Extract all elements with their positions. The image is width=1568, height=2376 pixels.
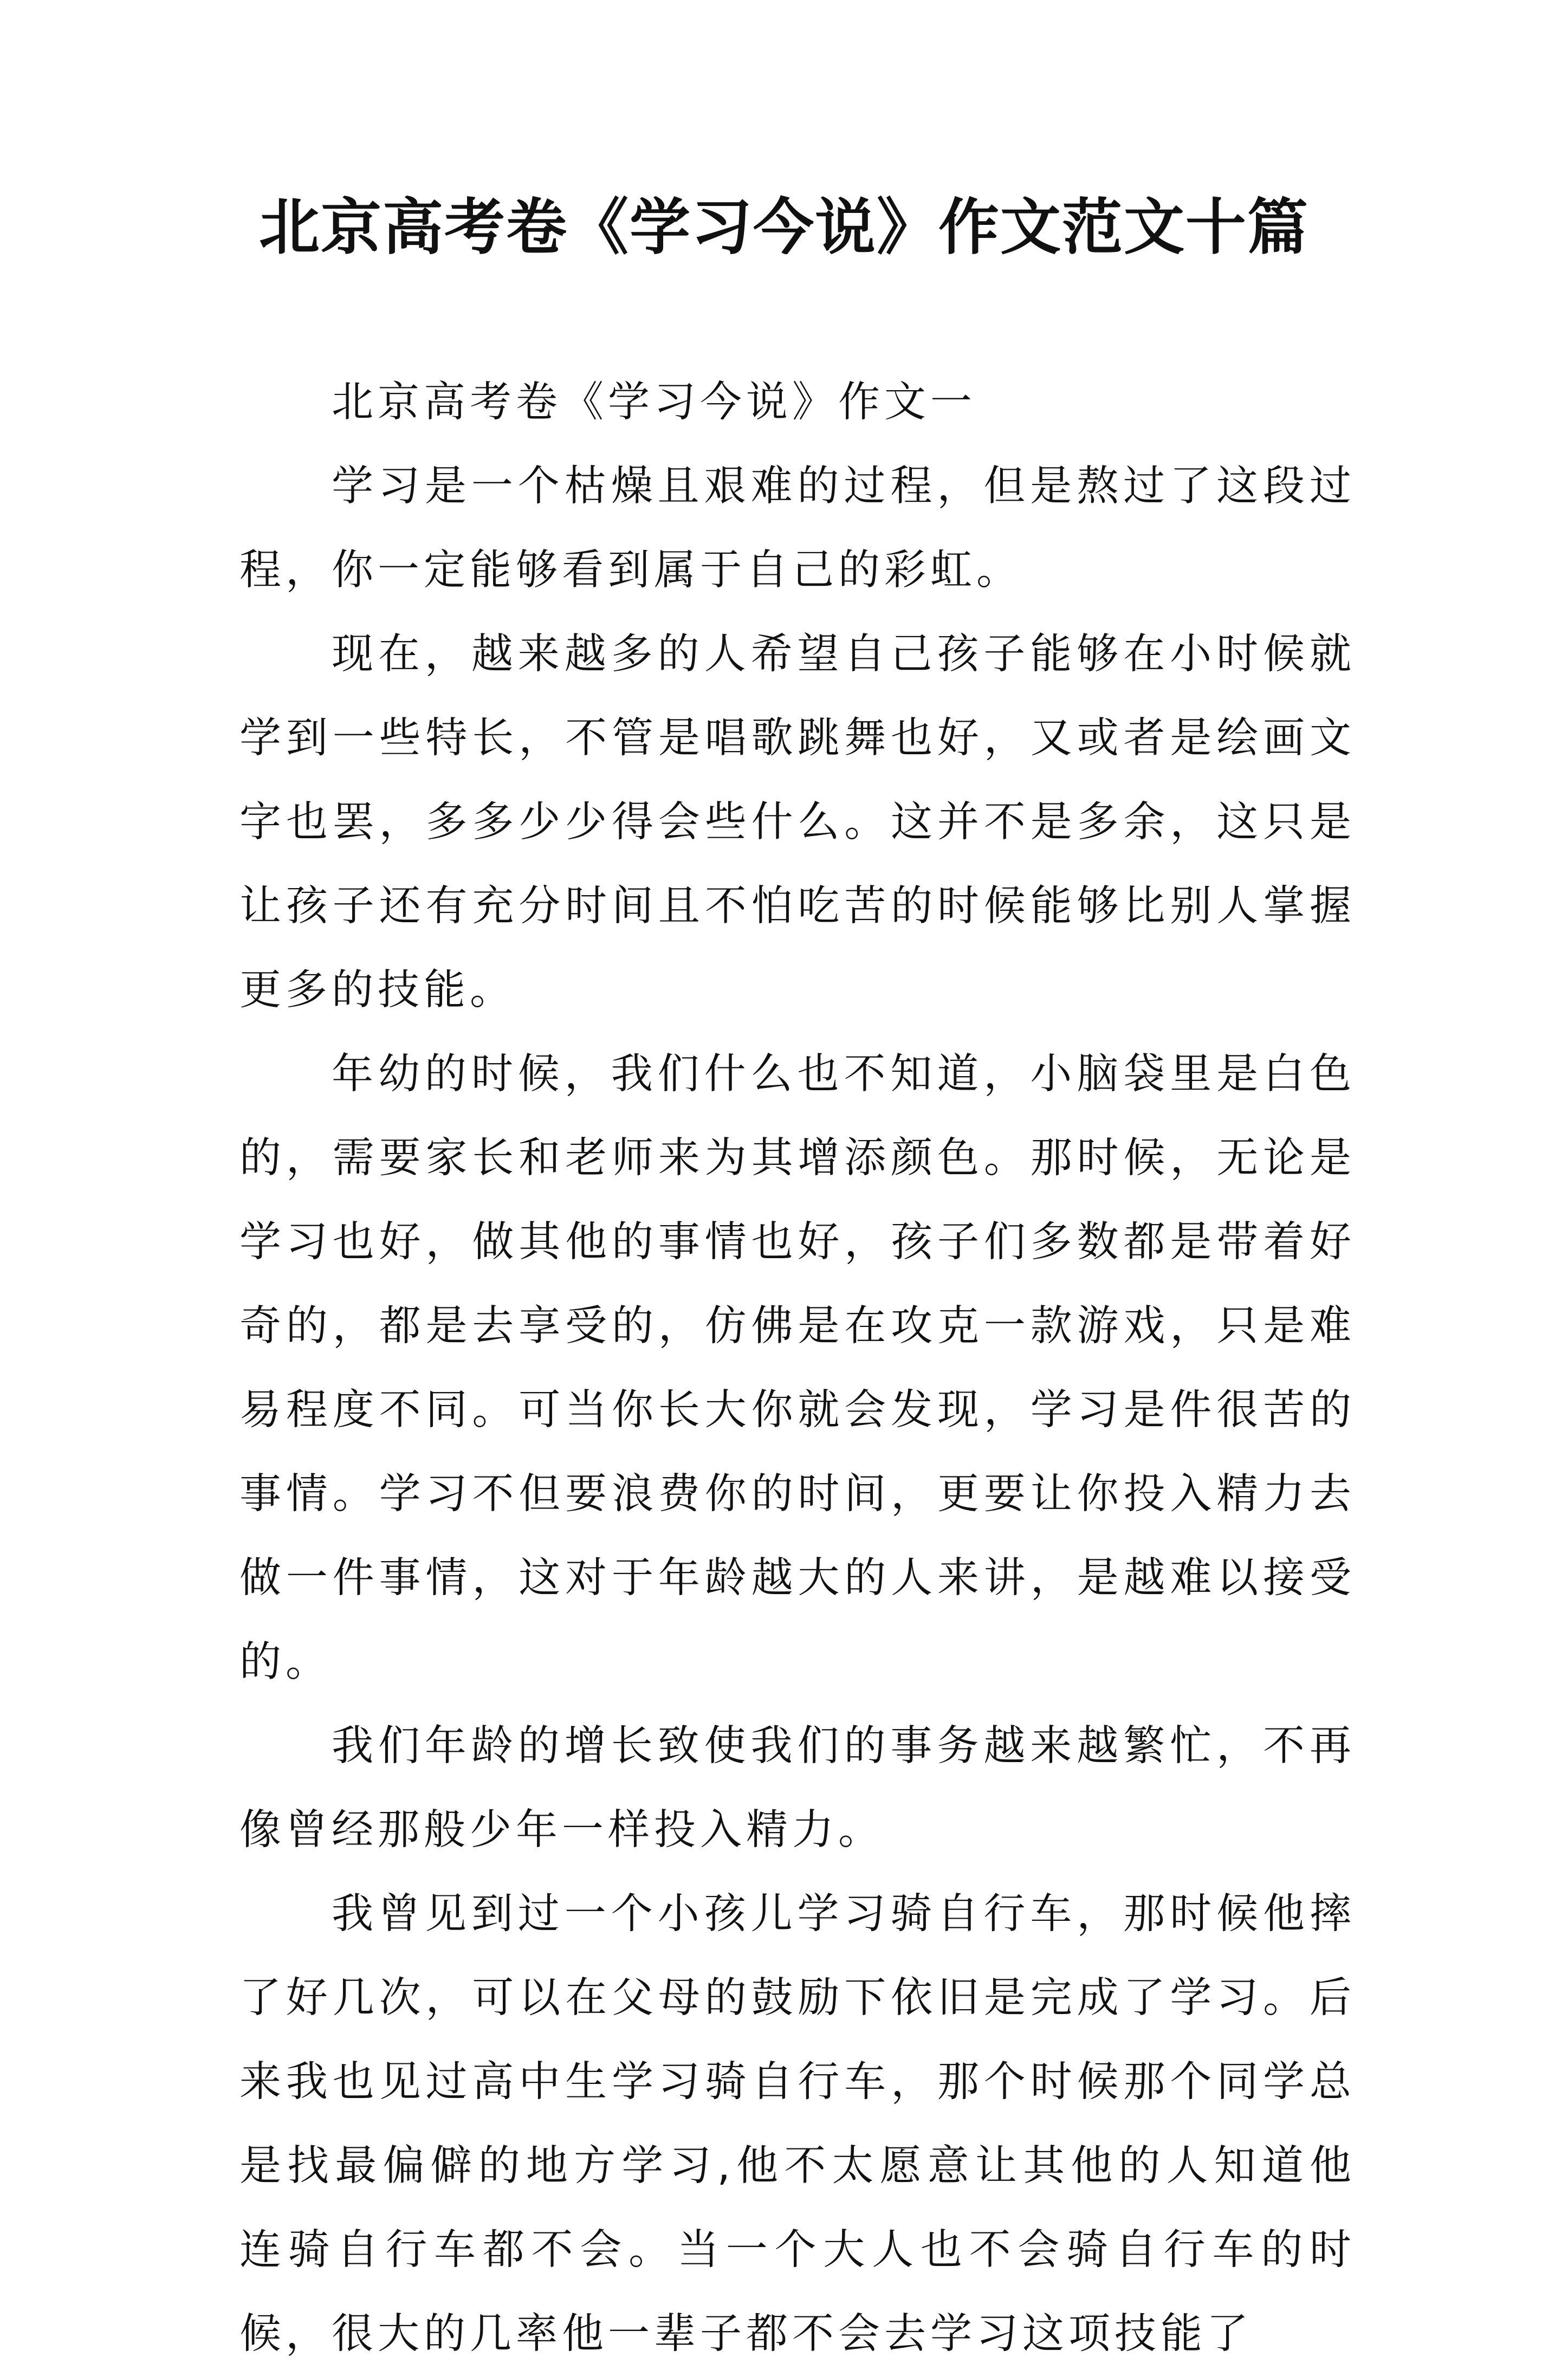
paragraph-3: 年幼的时候，我们什么也不知道，小脑袋里是白色的，需要家长和老师来为其增添颜色。那时候，无论是学习也好，做其他的事情也好，孩子们多数都是带着好奇的，都是去享受的，仿佛是在攻克一款游戏，只是难易程度不同。可当你长大你就会发现，学习是件很苦的事情。学习不但要浪费你的时间，更要让你投入精力去做一件事情，这对于年龄越大的人来讲，是越难以接受的。 [239, 1050, 1356, 1686]
document-body [239, 360, 1356, 2376]
paragraph-4: 我们年龄的增长致使我们的事务越来越繁忙，不再像曾经那般少年一样投入精力。 [239, 1722, 1356, 1854]
paragraph-2: 现在，越来越多的人希望自己孩子能够在小时候就学到一些特长，不管是唱歌跳舞也好，又或者是绘画文字也罢，多多少少得会些什么。这并不是多余，这只是让孩子还有充分时间且不怕吃苦的时候能够比别人掌握更多的技能。 [239, 630, 1356, 1014]
document-title: 北京高考卷《学习今说》作文范文十篇 [259, 192, 1309, 263]
paragraph-5: 我曾见到过一个小孩儿学习骑自行车，那时候他摔了好几次，可以在父母的鼓励下依旧是完成了学习。后来我也见过高中生学习骑自行车，那个时候那个同学总是找最偏僻的地方学习,他不太愿意让其他的人知道他连骑自行车都不会。当一个大人也不会骑自行车的时候，很大的几率他一辈子都不会去学习这项技能了 [239, 1890, 1356, 2358]
section-heading: 北京高考卷《学习今说》作文一 [332, 378, 976, 426]
paragraph-1: 学习是一个枯燥且艰难的过程，但是熬过了这段过程，你一定能够看到属于自己的彩虹。 [239, 462, 1356, 594]
